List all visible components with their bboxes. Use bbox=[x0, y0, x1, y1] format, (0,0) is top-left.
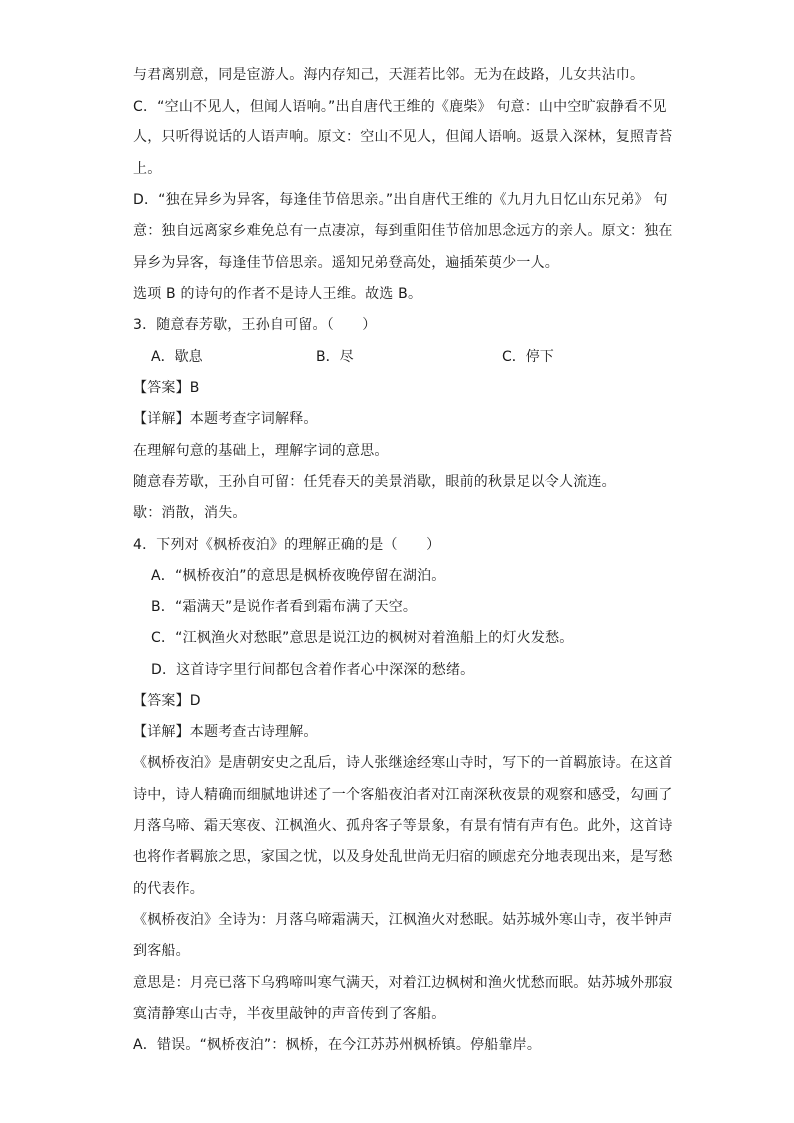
option-a: A．“枫桥夜泊”的意思是枫桥夜晚停留在湖泊。 bbox=[151, 568, 446, 584]
text-line: 异乡为异客，每逢佳节倍思亲。遥知兄弟登高处，遍插茱萸少一人。 bbox=[133, 255, 559, 271]
explanation-label: 【详解】本题考查字词解释。 bbox=[133, 411, 318, 427]
option-b: B．尽 bbox=[316, 349, 354, 365]
text-line: 月落乌啼、霜天寒夜、江枫渔火、孤舟客子等景象，有景有情有声有色。此外，这首诗 bbox=[133, 818, 673, 834]
text-line: 在理解句意的基础上，理解字词的意思。 bbox=[133, 443, 389, 459]
text-line: 也将作者羁旅之思，家国之忧，以及身处乱世尚无归宿的顾虑充分地表现出来，是写愁 bbox=[133, 849, 673, 865]
text-line: 与君离别意，同是宦游人。海内存知己，天涯若比邻。无为在歧路，儿女共沾巾。 bbox=[133, 67, 645, 83]
text-line: 意思是：月亮已落下乌鸦啼叫寒气满天，对着江边枫树和渔火忧愁而眠。姑苏城外那寂 bbox=[133, 975, 673, 991]
text-line: 寞清静寒山古寺，半夜里敲钟的声音传到了客船。 bbox=[133, 1006, 446, 1022]
question-3: 3．随意春芳歇，王孙自可留。（ ） bbox=[133, 317, 377, 333]
text-line: 的代表作。 bbox=[133, 881, 204, 897]
text-line: 歇：消散，消失。 bbox=[133, 505, 247, 521]
text-line: D．“独在异乡为异客，每逢佳节倍思亲。”出自唐代王维的《九月九日忆山东兄弟》 句 bbox=[133, 192, 668, 208]
text-line: 诗中，诗人精确而细腻地讲述了一个客船夜泊者对江南深秋夜景的观察和感受，勾画了 bbox=[133, 787, 673, 803]
text-line: C．“空山不见人，但闻人语响。”出自唐代王维的《鹿柴》 句意：山中空旷寂静看不见 bbox=[133, 99, 667, 115]
answer-label: 【答案】D bbox=[133, 693, 201, 709]
text-line: 意：独自远离家乡难免总有一点凄凉，每到重阳佳节倍加思念远方的亲人。原文：独在 bbox=[133, 223, 673, 239]
text-line: 随意春芳歇，王孙自可留：任凭春天的美景消歇，眼前的秋景足以令人流连。 bbox=[133, 474, 616, 490]
text-line: 人，只听得说话的人语声响。原文：空山不见人，但闻人语响。返景入深林，复照青苔 bbox=[133, 129, 673, 145]
text-line: 《枫桥夜泊》全诗为：月落乌啼霜满天，江枫渔火对愁眠。姑苏城外寒山寺，夜半钟声 bbox=[133, 912, 673, 928]
text-line: 上。 bbox=[133, 161, 162, 177]
explanation-label: 【详解】本题考查古诗理解。 bbox=[133, 724, 318, 740]
answer-label: 【答案】B bbox=[133, 380, 200, 396]
option-c: C．“江枫渔火对愁眠”意思是说江边的枫树对着渔船上的灯火发愁。 bbox=[151, 630, 574, 646]
text-line: 选项 B 的诗句的作者不是诗人王维。故选 B。 bbox=[133, 286, 423, 302]
text-line: 《枫桥夜泊》是唐朝安史之乱后，诗人张继途经寒山寺时，写下的一首羁旅诗。在这首 bbox=[133, 755, 673, 771]
option-a: A．歇息 bbox=[151, 349, 203, 365]
option-d: D．这首诗字里行间都包含着作者心中深深的愁绪。 bbox=[151, 662, 475, 678]
text-line: A．错误。“枫桥夜泊”：枫桥，在今江苏苏州枫桥镇。停船靠岸。 bbox=[133, 1037, 542, 1053]
question-4: 4．下列对《枫桥夜泊》的理解正确的是（ ） bbox=[133, 537, 441, 553]
text-line: 到客船。 bbox=[133, 943, 190, 959]
option-c: C．停下 bbox=[502, 349, 554, 365]
option-b: B．“霜满天”是说作者看到霜布满了天空。 bbox=[151, 599, 418, 615]
